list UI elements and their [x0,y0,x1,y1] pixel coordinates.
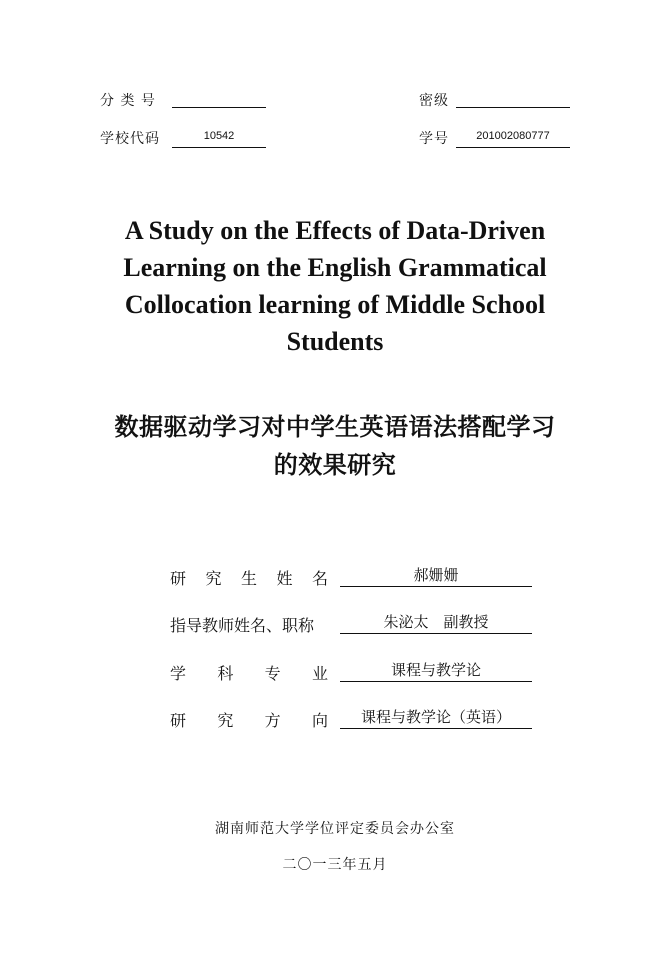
label-char: 生 [240,569,257,588]
info-label-discipline [170,661,328,684]
info-value-discipline: 课程与教学论 [340,659,532,682]
info-value-advisor: 朱泌太 副教授 [340,611,532,634]
student-id-label: 学号 [419,131,449,147]
label-char: 方 [264,711,281,730]
info-value-research-direction: 课程与教学论（英语） [340,706,532,729]
label-char: 业 [311,664,328,683]
english-title-line: Students [286,327,384,356]
english-title-line: Learning on the English Grammatical [123,253,547,282]
security-label: 密级 [419,93,449,109]
institution-name: 湖南师范大学学位评定委员会办公室 [215,821,455,837]
school-code-label: 学校代码 [100,131,160,147]
info-label-research-direction [170,708,328,731]
label-char: 指导教师姓名、职称 [170,616,315,635]
info-value-student-name: 郝姗姗 [340,564,532,587]
label-char: 研 [170,569,187,588]
label-char: 科 [217,664,234,683]
header-row-2 [0,0,670,160]
submission-date: 二〇一三年五月 [282,857,388,873]
chinese-title-line: 的效果研究 [273,451,397,479]
english-title [60,212,610,360]
label-char: 向 [311,711,328,730]
label-char: 姓 [276,569,293,588]
info-label-student-name [170,566,328,589]
english-title-line: A Study on the Effects of Data-Driven [124,216,546,245]
label-char: 学 [170,664,187,683]
info-label-advisor [170,613,328,636]
classification-label: 分 类 号 [100,93,156,109]
label-char: 名 [311,569,328,588]
chinese-title [60,408,610,484]
student-id-value: 201002080777 [456,130,570,148]
label-char: 研 [170,711,187,730]
chinese-title-line: 数据驱动学习对中学生英语语法搭配学习 [114,413,556,441]
school-code-value: 10542 [172,130,266,148]
label-char: 专 [264,664,281,683]
english-title-line: Collocation learning of Middle School [124,290,546,319]
label-char: 究 [205,569,222,588]
label-char: 究 [217,711,234,730]
